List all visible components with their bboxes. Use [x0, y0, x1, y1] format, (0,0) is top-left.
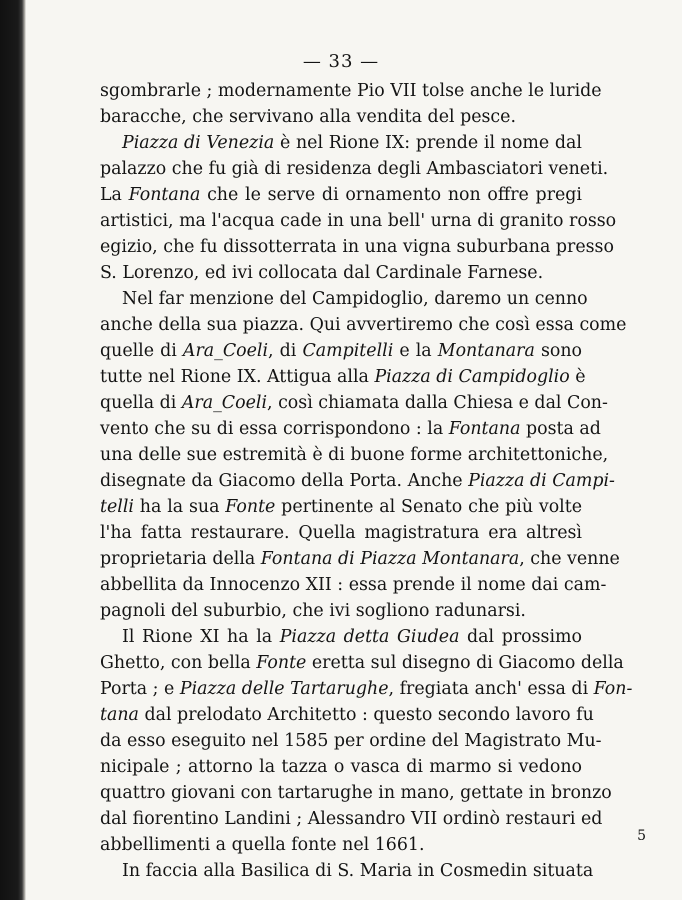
- text-line: [100, 728, 602, 754]
- text-segment: quella di: [100, 393, 182, 413]
- text-segment: e la: [393, 341, 438, 361]
- text-line: [100, 546, 620, 572]
- text-segment: abbellimenti a quella fonte nel 1661.: [100, 835, 425, 855]
- text-line: [100, 806, 603, 832]
- text-segment: baracche, che servivano alla vendita del pesce.: [100, 107, 516, 127]
- text-segment: sgombrarle ; modernamente Pio VII tolse anche le luride: [100, 81, 602, 101]
- text-line: [100, 182, 582, 208]
- text-segment: S. Lorenzo, ed ivi collocata dal Cardinale Farnese.: [100, 263, 544, 283]
- text-segment: Nel far menzione del Campidoglio, daremo un cenno: [122, 289, 588, 309]
- text-segment: , di: [268, 341, 303, 361]
- text-segment: , così chiamata dalla Chiesa e dal Con-: [267, 393, 608, 413]
- page-text-body: [100, 78, 633, 884]
- text-segment: pertinente al Senato che più volte: [275, 497, 583, 517]
- italic-text-segment: Fonte: [225, 497, 276, 517]
- text-segment: dal prelodato Architetto : questo secondo lavoro fu: [138, 705, 594, 725]
- text-segment: palazzo che fu già di residenza degli Ambasciatori veneti.: [100, 159, 609, 179]
- text-line: [100, 78, 602, 104]
- text-line: [100, 390, 608, 416]
- text-segment: , fregiata anch' essa di: [388, 679, 594, 699]
- text-segment: egizio, che fu dissotterrata in una vigna suburbana presso: [100, 237, 614, 257]
- text-segment: Ghetto, con bella: [100, 653, 257, 673]
- signature-mark: 5: [637, 828, 646, 844]
- italic-text-segment: Fontana: [128, 185, 201, 205]
- text-segment: sono: [534, 341, 583, 361]
- text-segment: quattro giovani con tartarughe in mano, gettate in bronzo: [100, 783, 612, 803]
- text-segment: artistici, ma l'acqua cade in una bell' urna di granito rosso: [100, 211, 617, 231]
- text-line: [100, 416, 601, 442]
- text-line: [100, 104, 582, 130]
- text-segment: Porta ; e: [100, 679, 180, 699]
- italic-text-segment: Fon-: [593, 679, 633, 699]
- text-line: [100, 338, 582, 364]
- text-segment: dal prossimo: [459, 627, 582, 647]
- text-segment: posta ad: [520, 419, 601, 439]
- italic-text-segment: Piazza detta Giudea: [279, 627, 460, 647]
- text-segment: nicipale ; attorno la tazza o vasca di marmo si vedono: [100, 757, 582, 777]
- italic-text-segment: Ara_Coeli: [182, 341, 269, 361]
- text-line: [100, 156, 609, 182]
- text-line: [100, 442, 609, 468]
- text-line: [100, 494, 582, 520]
- text-line: [100, 364, 586, 390]
- book-binding-edge: [0, 0, 26, 900]
- text-line: [100, 676, 633, 702]
- book-page: [100, 50, 633, 881]
- text-line: [100, 650, 624, 676]
- text-line: [100, 624, 582, 650]
- text-segment: che le serve di ornamento non offre pregi: [200, 185, 582, 205]
- italic-text-segment: Piazza di Campi-: [468, 471, 615, 491]
- text-segment: dal fiorentino Landini ; Alessandro VII ordinò restauri ed: [100, 809, 603, 829]
- italic-text-segment: Montanara: [437, 341, 535, 361]
- text-segment: La: [100, 185, 129, 205]
- text-line: [100, 312, 627, 338]
- text-line: [100, 754, 582, 780]
- text-segment: eretta sul disegno di Giacomo della: [306, 653, 624, 673]
- italic-text-segment: telli: [100, 497, 134, 517]
- text-segment: tutte nel Rione IX. Attigua alla: [100, 367, 375, 387]
- text-line: [100, 130, 582, 156]
- italic-text-segment: Piazza di Campidoglio: [374, 367, 570, 387]
- italic-text-segment: Campitelli: [302, 341, 394, 361]
- text-segment: ha la sua: [133, 497, 226, 517]
- text-segment: proprietaria della: [100, 549, 261, 569]
- text-segment: Il Rione XI ha la: [122, 627, 280, 647]
- text-line: [100, 234, 614, 260]
- text-line: [100, 572, 607, 598]
- text-line: [100, 702, 594, 728]
- text-segment: vento che su di essa corrispondono : la: [100, 419, 449, 439]
- text-segment: disegnate da Giacomo della Porta. Anche: [100, 471, 469, 491]
- italic-text-segment: Fontana di Piazza Montanara: [260, 549, 520, 569]
- text-segment: è: [569, 367, 586, 387]
- italic-text-segment: tana: [100, 705, 139, 725]
- italic-text-segment: Piazza di Venezia: [122, 133, 275, 153]
- text-line: [100, 598, 582, 624]
- text-segment: una delle sue estremità è di buone forme architettoniche,: [100, 445, 609, 465]
- text-segment: , che venne: [519, 549, 620, 569]
- text-line: [100, 858, 594, 884]
- text-segment: quelle di: [100, 341, 183, 361]
- text-line: [100, 260, 582, 286]
- page-number-header: — 33 —: [302, 51, 380, 72]
- text-segment: pagnoli del suburbio, che ivi sogliono radunarsi.: [100, 601, 526, 621]
- text-line: [100, 520, 582, 546]
- text-segment: anche della sua piazza. Qui avvertiremo che così essa come: [100, 315, 627, 335]
- text-segment: è nel Rione IX: prende il nome dal: [274, 133, 582, 153]
- text-line: [100, 208, 617, 234]
- text-segment: In faccia alla Basilica di S. Maria in Cosmedin situata: [122, 861, 594, 881]
- text-line: [100, 832, 582, 858]
- italic-text-segment: Fonte: [256, 653, 307, 673]
- text-line: [100, 468, 615, 494]
- text-line: [100, 780, 612, 806]
- italic-text-segment: Ara_Coeli: [181, 393, 268, 413]
- text-segment: l'ha fatta restaurare. Quella magistratura era altresì: [100, 523, 582, 543]
- text-segment: da esso eseguito nel 1585 per ordine del Magistrato Mu-: [100, 731, 602, 751]
- italic-text-segment: Piazza delle Tartarughe: [179, 679, 389, 699]
- text-line: [100, 286, 588, 312]
- text-segment: abbellita da Innocenzo XII : essa prende il nome dai cam-: [100, 575, 607, 595]
- italic-text-segment: Fontana: [448, 419, 521, 439]
